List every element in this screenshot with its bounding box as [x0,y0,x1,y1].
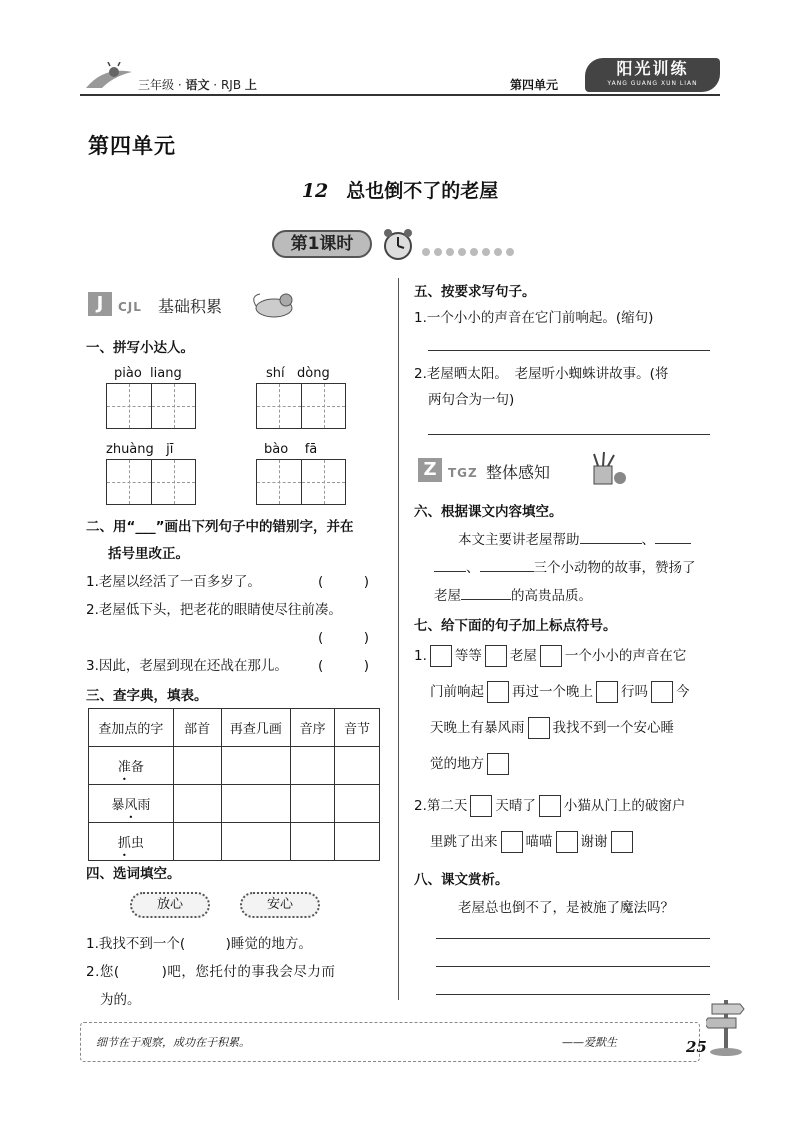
q4-item-2-cont: 为的。 [100,992,141,1008]
writing-grid[interactable] [106,459,196,505]
q6-line-3: 老屋 的高贵品质。 [434,588,592,604]
q7-sentence-line: 门前响起 再过一个晚上 行吗 今 [430,680,690,703]
section-letter: J [88,292,112,316]
answer-line[interactable] [436,938,710,939]
answer-cell[interactable] [173,747,221,785]
q2-item: 1.老屋以经活了一百多岁了。 [86,574,261,590]
table-header: 再查几画 [221,709,291,747]
table-row [89,747,380,785]
section-code: TGZ [448,466,478,480]
period-label: 第1课时 [272,230,372,258]
table-row [89,823,380,861]
q2-heading: 二、用“___”画出下列句子中的错别字，并在 [86,519,354,535]
unit-title: 第四单元 [88,134,176,158]
pinyin-text: piào liang [114,366,182,381]
q4-heading: 四、选词填空。 [86,866,181,882]
alarm-clock-icon [380,226,416,262]
table-header-row [89,709,380,747]
q2-answer-paren[interactable]: ( ) [318,630,370,646]
lesson-title: 12 总也倒不了的老屋 [301,180,499,202]
q1-heading: 一、拼写小达人。 [86,340,194,356]
q7-heading: 七、给下面的句子加上标点符号。 [414,618,617,634]
query-word: 准备 [89,747,174,785]
fill-blank[interactable] [461,599,511,600]
column-divider [398,278,399,1000]
punct-box[interactable] [596,681,618,703]
fill-blank[interactable] [580,543,642,544]
q2-item: 3.因此，老屋到现在还战在那儿。 [86,658,288,674]
answer-cell[interactable] [221,747,291,785]
answer-line[interactable] [428,350,710,351]
period-banner [272,226,524,262]
table-row [89,785,380,823]
query-word: 暴风雨 [89,785,174,823]
writing-grid[interactable] [106,383,196,429]
q2-item: 2.老屋低下头，把老花的眼睛使尽往前凑。 [86,602,342,618]
punct-box[interactable] [487,753,509,775]
section-letter: Z [418,458,442,482]
answer-cell[interactable] [335,785,380,823]
q6-line-1: 本文主要讲老屋帮助 、 [458,528,691,548]
writing-grid[interactable] [256,459,346,505]
table-header: 音序 [291,709,335,747]
answer-line[interactable] [436,994,710,995]
answer-cell[interactable] [291,785,335,823]
fill-blank[interactable] [434,571,466,572]
word-option: 放心 [130,892,210,918]
punct-box[interactable] [430,645,452,667]
punct-box[interactable] [611,831,633,853]
header-course-info: 三年级 · 语文 · RJB 上 [138,78,257,92]
answer-cell[interactable] [221,823,291,861]
answer-cell[interactable] [291,747,335,785]
q2-answer-paren[interactable]: ( ) [318,574,370,590]
header-rule [80,94,720,96]
q8-heading: 八、课文赏析。 [414,872,509,888]
pencil-cup-icon [586,452,630,486]
signpost-icon [706,996,746,1056]
q8-question: 老屋总也倒不了，是被施了魔法吗？ [458,900,674,916]
writing-grid[interactable] [256,383,346,429]
pinyin-block-2 [256,366,346,429]
q7-sentence-line: 天晚上有暴风雨 我找不到一个安心睡 [430,716,674,739]
bird-icon [248,288,298,320]
q7-sentence-line: 1. 等等 老屋 一个小小的声音在它 [414,644,686,667]
punct-box[interactable] [540,645,562,667]
pinyin-text: bào fā [264,442,318,457]
punct-box[interactable] [651,681,673,703]
brand-logo: 阳光训练 YANG GUANG XUN LIAN [585,58,720,92]
header-unit: 第四单元 [510,78,559,92]
q2-answer-paren[interactable]: ( ) [318,658,370,674]
q3-heading: 三、查字典，填表。 [86,688,208,704]
answer-cell[interactable] [173,823,221,861]
punct-box[interactable] [487,681,509,703]
q6-line-2: 、 三个小动物的故事，赞扬了 [434,556,696,576]
q4-item-1: 1.我找不到一个( )睡觉的地方。 [86,936,312,952]
q2-heading-cont: 括号里改正。 [108,546,189,562]
punct-box[interactable] [501,831,523,853]
punct-box[interactable] [470,795,492,817]
section-basic-banner [88,288,308,322]
q7-sentence-line: 觉的地方 [430,752,512,775]
query-word: 抓虫 [89,823,174,861]
punct-box[interactable] [556,831,578,853]
answer-cell[interactable] [221,785,291,823]
answer-cell[interactable] [173,785,221,823]
pinyin-block-3 [106,442,196,505]
pinyin-block-1 [106,366,196,429]
answer-line[interactable] [428,434,710,435]
footer-quote: 细节在于观察，成功在于积累。 [96,1036,250,1049]
punct-box[interactable] [528,717,550,739]
section-whole-banner [418,452,638,488]
answer-cell[interactable] [335,747,380,785]
section-code: CJL [118,300,142,314]
table-header: 部首 [173,709,221,747]
header-logo-icon [84,62,136,92]
q4-item-2: 2.您( )吧，您托付的事我会尽力而 [86,964,336,980]
q6-heading: 六、根据课文内容填空。 [414,504,563,520]
fill-blank[interactable] [480,571,534,572]
pinyin-block-4 [256,442,346,505]
q7-sentence-line: 里跳了出来 喵喵 谢谢 [430,830,636,853]
page-number: 25 [686,1038,707,1056]
answer-cell[interactable] [335,823,380,861]
punct-box[interactable] [539,795,561,817]
word-option: 安心 [240,892,320,918]
pinyin-text: zhuàng jī [106,442,174,457]
answer-cell[interactable] [291,823,335,861]
dictionary-table [88,708,380,861]
answer-line[interactable] [436,966,710,967]
q5-item-1: 1.一个小小的声音在它门前响起。(缩句) [414,310,654,326]
section-title: 整体感知 [486,463,551,482]
q5-heading: 五、按要求写句子。 [414,284,536,300]
punct-box[interactable] [485,645,507,667]
footer-author: ——爱默生 [562,1036,617,1049]
q7-sentence-line: 2.第二天 天晴了 小猫从门上的破窗户 [414,794,685,817]
q5-item-2: 2.老屋晒太阳。 老屋听小蜘蛛讲故事。(将 [414,366,669,382]
period-decoration [420,242,520,252]
pinyin-text: shí dòng [266,366,330,381]
fill-blank[interactable] [655,543,691,544]
table-header: 查加点的字 [89,709,174,747]
section-title: 基础积累 [158,297,223,316]
q5-item-2-cont: 两句合为一句) [428,392,515,408]
table-header: 音节 [335,709,380,747]
